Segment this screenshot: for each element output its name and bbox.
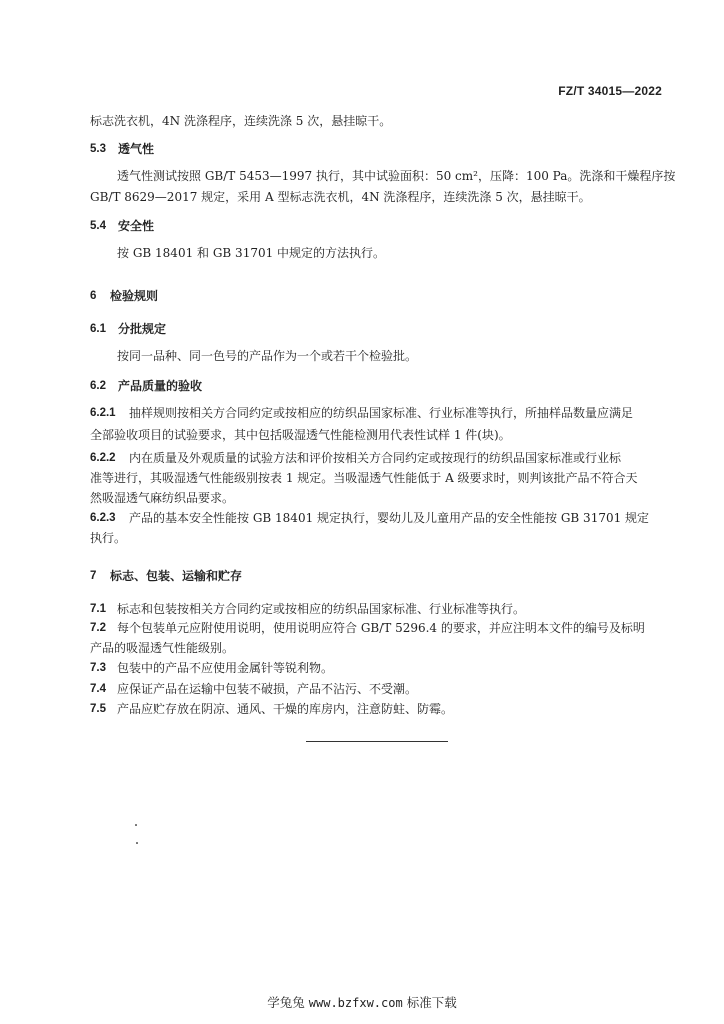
clause-7-2-line-1: 每个包装单元应附使用说明，使用说明应符合 GB/T 5296.4 的要求，并应注明本文件的编号及标明	[117, 621, 645, 635]
clause-7-4-number: 7.4	[90, 683, 106, 695]
footer	[0, 993, 724, 1011]
clause-6-2-2-line-1: 内在质量及外观质量的试验方法和评价按相关方合同约定或按现行的纺织品国家标准或行业标	[129, 451, 622, 465]
clause-7-5-line-1: 产品应贮存放在阴凉、通风、干燥的库房内，注意防蛀、防霉。	[117, 702, 454, 716]
clause-6-2-3-line-2: 执行。	[90, 531, 127, 545]
section-6-1-number: 6.1	[90, 323, 106, 335]
section-5-3-line-2: GB/T 8629—2017 规定，采用 A 型标志洗衣机，4N 洗涤程序，连续洗涤 5 次，悬挂晾干。	[90, 190, 591, 204]
section-6-2-number: 6.2	[90, 380, 106, 392]
standard-code: FZ/T 34015—2022	[558, 84, 662, 98]
section-7-title: 标志、包装、运输和贮存	[110, 569, 243, 583]
end-divider	[306, 741, 448, 742]
clause-7-1-number: 7.1	[90, 603, 106, 615]
clause-6-2-1-line-1: 抽样规则按相关方合同约定或按相应的纺织品国家标准、行业标准等执行，所抽样品数量应满足	[129, 406, 634, 420]
clause-7-3-line-1: 包装中的产品不应使用金属针等锐利物。	[117, 661, 334, 675]
clause-7-4-line-1: 应保证产品在运输中包装不破损，产品不沾污、不受潮。	[117, 682, 418, 696]
clause-6-2-1-number: 6.2.1	[90, 407, 116, 419]
section-5-3-line-1: 透气性测试按照 GB/T 5453—1997 执行，其中试验面积：50 cm²，压降：100 Pa。洗涤和干燥程序按	[117, 169, 676, 183]
clause-6-2-2-line-2: 准等进行，其吸湿透气性能级别按表 1 规定。当吸湿透气性能低于 A 级要求时，则判该批产品不符合天	[90, 471, 638, 485]
footer-site-url[interactable]: www.bzfxw.com	[308, 996, 403, 1010]
clause-6-2-2-line-3: 然吸湿透气麻纺织品要求。	[90, 491, 235, 505]
clause-7-2-number: 7.2	[90, 622, 106, 634]
section-6-title: 检验规则	[110, 289, 159, 303]
clause-6-2-1-line-2: 全部验收项目的试验要求，其中包括吸湿透气性能检测用代表性试样 1 件(块)。	[90, 428, 511, 442]
continuation-line: 标志洗衣机，4N 洗涤程序，连续洗涤 5 次，悬挂晾干。	[90, 114, 392, 128]
clause-6-2-3-line-1: 产品的基本安全性能按 GB 18401 规定执行，婴幼儿及儿童用产品的安全性能按 GB 31701 规定	[129, 511, 650, 525]
footer-site-name: 学兔兔	[267, 995, 305, 1010]
clause-7-5-number: 7.5	[90, 703, 106, 715]
section-6-number: 6	[90, 290, 97, 302]
section-6-2-title: 产品质量的验收	[118, 379, 203, 393]
section-5-4-title: 安全性	[118, 219, 155, 233]
clause-7-1-line-1: 标志和包装按相关方合同约定或按相应的纺织品国家标准、行业标准等执行。	[117, 602, 526, 616]
clause-6-2-3-number: 6.2.3	[90, 512, 116, 524]
section-5-3-title: 透气性	[118, 142, 155, 156]
clause-6-2-2-number: 6.2.2	[90, 452, 116, 464]
scan-speck	[135, 824, 137, 826]
footer-site-tagline: 标准下载	[406, 995, 457, 1010]
scan-speck	[136, 842, 138, 844]
section-6-1-line-1: 按同一品种、同一色号的产品作为一个或若干个检验批。	[117, 349, 418, 363]
section-7-number: 7	[90, 570, 97, 582]
section-5-3-number: 5.3	[90, 143, 106, 155]
section-5-4-line-1: 按 GB 18401 和 GB 31701 中规定的方法执行。	[117, 246, 386, 260]
section-6-1-title: 分批规定	[118, 322, 167, 336]
clause-7-3-number: 7.3	[90, 662, 106, 674]
clause-7-2-line-2: 产品的吸湿透气性能级别。	[90, 641, 235, 655]
section-5-4-number: 5.4	[90, 220, 106, 232]
